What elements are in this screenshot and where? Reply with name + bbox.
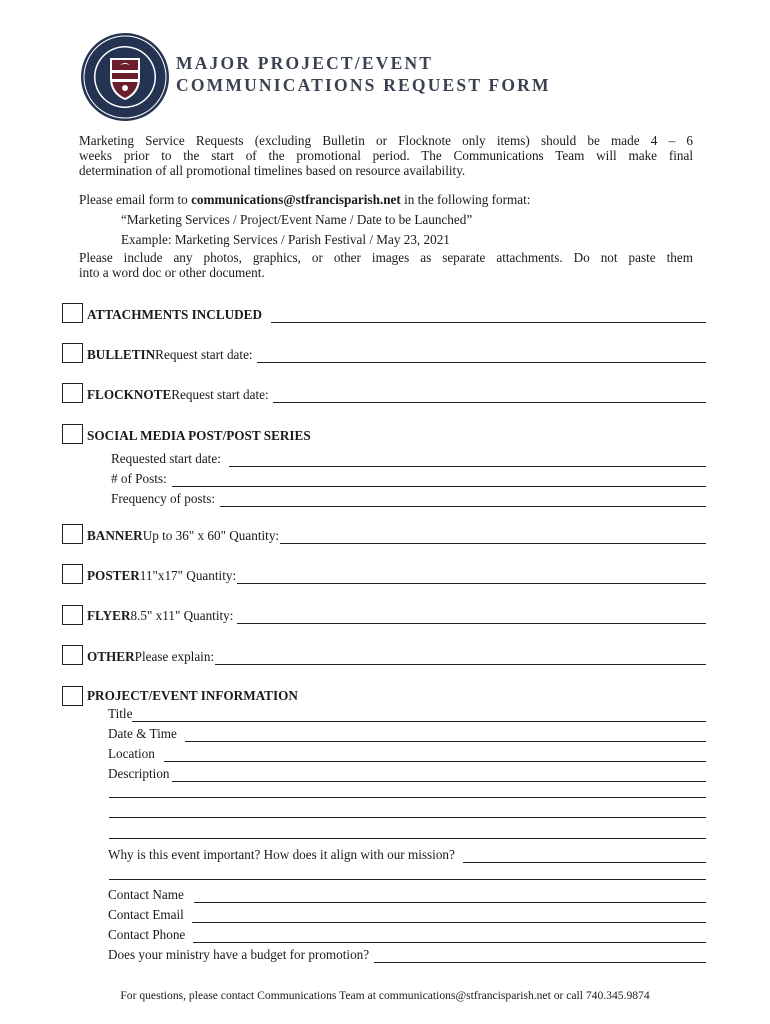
banner-label: BANNER: [87, 528, 143, 543]
social-posts-field[interactable]: [172, 473, 706, 487]
contact-phone-row: [108, 925, 706, 943]
project-description-label: Description: [108, 766, 170, 781]
project-row: [87, 686, 298, 704]
project-description-field[interactable]: [172, 768, 706, 782]
why-row: [108, 845, 706, 863]
flyer-quantity-field[interactable]: [237, 610, 706, 624]
form-title: [176, 52, 551, 96]
banner-quantity-field[interactable]: [280, 530, 706, 544]
subject-example: Example: Marketing Services / Parish Festival / May 23, 2021: [121, 232, 450, 247]
flyer-label: FLYER: [87, 608, 131, 623]
contact-name-field[interactable]: [194, 889, 706, 903]
note-line: Please include any photos, graphics, or other images as separate attachments. Do not paste them: [79, 250, 693, 265]
project-label: PROJECT/EVENT INFORMATION: [87, 688, 298, 703]
email-prefix: Please email form to: [79, 192, 192, 207]
budget-label: Does your ministry have a budget for promotion?: [108, 947, 370, 962]
poster-checkbox[interactable]: [62, 564, 83, 584]
title-line-1: MAJOR PROJECT/EVENT: [176, 53, 434, 73]
attachments-label: ATTACHMENTS INCLUDED: [87, 307, 262, 322]
budget-field[interactable]: [374, 949, 706, 963]
contact-name-label: Contact Name: [108, 887, 184, 902]
project-title-label: Title: [108, 706, 133, 721]
title-line-2: COMMUNICATIONS REQUEST FORM: [176, 75, 551, 95]
social-frequency-label: Frequency of posts:: [111, 491, 216, 506]
why-label: Why is this event important? How does it align with our mission?: [108, 847, 455, 862]
attachments-row: [87, 305, 706, 323]
contact-email-row: [108, 905, 706, 923]
email-address[interactable]: communications@stfrancisparish.net: [191, 192, 401, 207]
social-posts-row: [111, 469, 706, 487]
email-instruction: [79, 191, 530, 208]
poster-row: [87, 566, 706, 584]
attachments-note: [79, 250, 693, 280]
social-posts-label: # of Posts:: [111, 471, 167, 486]
other-label: OTHER: [87, 649, 135, 664]
attachments-checkbox[interactable]: [62, 303, 83, 323]
contact-phone-field[interactable]: [193, 929, 706, 943]
intro-line: Marketing Service Requests (excluding Bulletin or Flocknote only items) should be made 4 – 6: [79, 133, 693, 148]
parish-seal-icon: [80, 32, 170, 122]
project-location-field[interactable]: [164, 748, 706, 762]
other-checkbox[interactable]: [62, 645, 83, 665]
project-datetime-field[interactable]: [185, 728, 706, 742]
description-line[interactable]: [109, 817, 706, 818]
contact-phone-label: Contact Phone: [108, 927, 186, 942]
description-line[interactable]: [109, 838, 706, 839]
other-detail: Please explain:: [134, 649, 215, 664]
social-start-label: Requested start date:: [111, 451, 221, 466]
description-line[interactable]: [109, 797, 706, 798]
social-start-row: [111, 449, 706, 467]
project-title-field[interactable]: [132, 708, 706, 722]
bulletin-checkbox[interactable]: [62, 343, 83, 363]
budget-row: [108, 945, 706, 963]
flyer-detail: 8.5" x11" Quantity:: [130, 608, 234, 623]
project-location-row: [108, 744, 706, 762]
note-line: into a word doc or other document.: [79, 265, 265, 280]
poster-detail: 11"x17" Quantity:: [139, 568, 237, 583]
project-checkbox[interactable]: [62, 686, 83, 706]
social-media-checkbox[interactable]: [62, 424, 83, 444]
contact-name-row: [108, 885, 706, 903]
bulletin-label: BULLETIN: [87, 347, 156, 362]
email-suffix: in the following format:: [400, 192, 531, 207]
project-datetime-label: Date & Time: [108, 726, 177, 741]
why-line[interactable]: [109, 879, 706, 880]
footer-contact: For questions, please contact Communications Team at communications@stfrancisparish.net or call 740.345.9874: [120, 989, 650, 1002]
social-media-label: SOCIAL MEDIA POST/POST SERIES: [87, 428, 311, 443]
flocknote-start-date-field[interactable]: [273, 389, 706, 403]
contact-email-field[interactable]: [192, 909, 706, 923]
project-datetime-row: [108, 724, 706, 742]
social-frequency-field[interactable]: [220, 493, 706, 507]
project-description-row: [108, 764, 706, 782]
bulletin-row: [87, 345, 706, 363]
flocknote-label: FLOCKNOTE: [87, 387, 172, 402]
why-field[interactable]: [463, 849, 706, 863]
other-explain-field[interactable]: [215, 651, 706, 665]
intro-line: weeks prior to the start of the promotional period. The Communications Team will make final: [79, 148, 693, 163]
bulletin-start-date-field[interactable]: [257, 349, 706, 363]
flyer-checkbox[interactable]: [62, 605, 83, 625]
subject-format: “Marketing Services / Project/Event Name / Date to be Launched”: [121, 212, 473, 227]
project-location-label: Location: [108, 746, 155, 761]
banner-detail: Up to 36" x 60" Quantity:: [142, 528, 280, 543]
flocknote-row: [87, 385, 706, 403]
poster-quantity-field[interactable]: [237, 570, 706, 584]
contact-email-label: Contact Email: [108, 907, 184, 922]
intro-line: determination of all promotional timelines based on resource availability.: [79, 163, 466, 178]
bulletin-detail: Request start date:: [155, 347, 253, 362]
banner-checkbox[interactable]: [62, 524, 83, 544]
social-frequency-row: [111, 489, 706, 507]
social-start-field[interactable]: [229, 453, 706, 467]
intro-paragraph: [79, 133, 693, 178]
project-title-row: [108, 704, 706, 722]
poster-label: POSTER: [87, 568, 140, 583]
flocknote-detail: Request start date:: [171, 387, 269, 402]
other-row: [87, 647, 706, 665]
flocknote-checkbox[interactable]: [62, 383, 83, 403]
banner-row: [87, 526, 706, 544]
social-media-row: [87, 426, 311, 444]
attachments-field[interactable]: [271, 309, 706, 323]
flyer-row: [87, 606, 706, 624]
